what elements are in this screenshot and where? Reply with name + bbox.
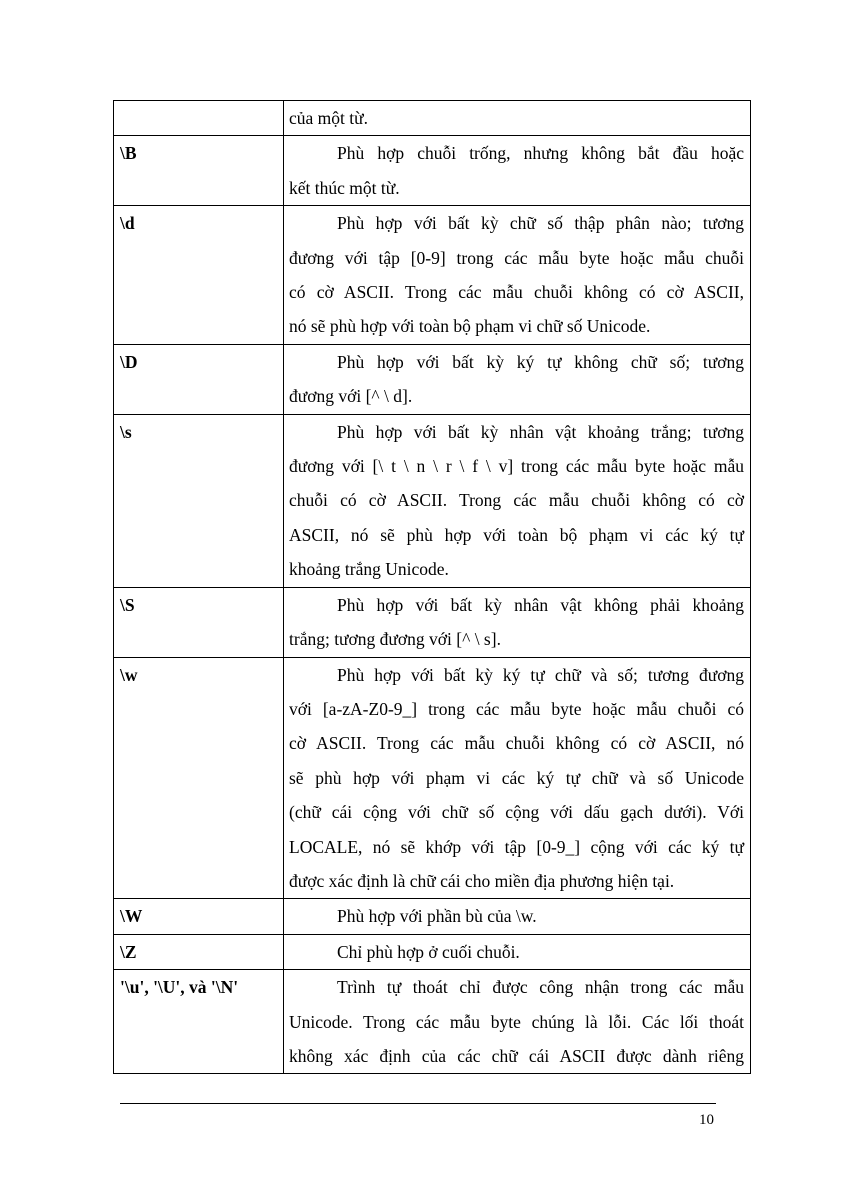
regex-description-cell <box>284 899 751 934</box>
description-line: khoảng trắng Unicode. <box>289 559 449 580</box>
description-line: Trình tự thoát chỉ được công nhận trong các mẫu <box>337 977 744 998</box>
description-line: đương với [^ \ d]. <box>289 386 413 407</box>
description-line: đương với tập [0-9] trong các mẫu byte hoặc mẫu chuỗi <box>289 247 744 268</box>
regex-token: \Z <box>120 941 137 962</box>
description-line: nó sẽ phù hợp với toàn bộ phạm vi chữ số Unicode. <box>289 316 651 337</box>
regex-token-cell <box>114 970 284 1074</box>
table-row <box>114 899 751 934</box>
table-row <box>114 136 751 206</box>
description-line: Phù hợp với bất kỳ chữ số thập phân nào; tương <box>337 213 744 234</box>
description-line: Phù hợp với bất kỳ nhân vật khoảng trắng; tương <box>337 421 744 442</box>
description-line: của một từ. <box>289 108 368 128</box>
description-line: Phù hợp với phần bù của \w. <box>337 906 537 927</box>
regex-token: \S <box>120 594 135 615</box>
regex-description-cell <box>284 970 751 1074</box>
regex-description-cell <box>284 101 751 136</box>
description-line: LOCALE, nó sẽ khớp với tập [0-9_] cộng với các ký tự <box>289 836 744 857</box>
description-line: với [a-zA-Z0-9_] trong các mẫu byte hoặc mẫu chuỗi có <box>289 698 744 719</box>
description-line: Phù hợp chuỗi trống, nhưng không bắt đầu hoặc <box>337 143 744 164</box>
table-row <box>114 414 751 587</box>
regex-table <box>113 100 751 1074</box>
regex-token: \d <box>120 213 135 234</box>
regex-token-cell <box>114 136 284 206</box>
regex-token-cell <box>114 657 284 899</box>
table-row <box>114 934 751 969</box>
regex-description-cell <box>284 587 751 657</box>
description-line: (chữ cái cộng với chữ số cộng với dấu gạch dưới). Với <box>289 802 744 823</box>
description-line: Phù hợp với bất kỳ ký tự không chữ số; tương <box>337 351 744 372</box>
regex-token-cell <box>114 934 284 969</box>
table-row <box>114 344 751 414</box>
table-row <box>114 206 751 345</box>
description-line: được xác định là chữ cái cho miền địa phương hiện tại. <box>289 870 675 891</box>
regex-token-cell <box>114 414 284 587</box>
description-line: kết thúc một từ. <box>289 177 400 198</box>
regex-description-cell <box>284 657 751 899</box>
regex-description-cell <box>284 136 751 206</box>
description-line: có cờ ASCII. Trong các mẫu chuỗi không có cờ ASCII, <box>289 282 744 303</box>
regex-token-cell <box>114 206 284 345</box>
regex-token: \D <box>120 351 138 372</box>
table-row <box>114 101 751 136</box>
regex-table-body <box>114 101 751 1074</box>
table-row <box>114 587 751 657</box>
description-line: không xác định của các chữ cái ASCII được dành riêng <box>289 1045 744 1066</box>
regex-token: \B <box>120 143 137 164</box>
description-line: ASCII, nó sẽ phù hợp với toàn bộ phạm vi các ký tự <box>289 524 744 545</box>
regex-token-cell <box>114 899 284 934</box>
regex-token-cell <box>114 344 284 414</box>
description-line: đương với [\ t \ n \ r \ f \ v] trong các mẫu byte hoặc mẫu <box>289 456 744 477</box>
description-line: Phù hợp với bất kỳ nhân vật không phải khoảng <box>337 594 744 615</box>
description-line: cờ ASCII. Trong các mẫu chuỗi không có cờ ASCII, nó <box>289 733 744 754</box>
description-line: trắng; tương đương với [^ \ s]. <box>289 629 501 650</box>
regex-token-cell <box>114 587 284 657</box>
description-line: chuỗi có cờ ASCII. Trong các mẫu chuỗi không có cờ <box>289 490 744 511</box>
description-line: Phù hợp với bất kỳ ký tự chữ và số; tương đương <box>337 664 744 685</box>
description-line: Unicode. Trong các mẫu byte chúng là lỗi. Các lối thoát <box>289 1011 744 1032</box>
description-line: sẽ phù hợp với phạm vi các ký tự chữ và số Unicode <box>289 767 744 788</box>
regex-token-cell <box>114 101 284 136</box>
regex-token: \s <box>120 421 132 442</box>
description-line: Chỉ phù hợp ở cuối chuỗi. <box>337 941 520 962</box>
regex-token: \w <box>120 664 138 685</box>
regex-description-cell <box>284 206 751 345</box>
footer-rule <box>120 1103 716 1104</box>
table-row <box>114 970 751 1074</box>
regex-token: '\u', '\U', và '\N' <box>120 977 239 998</box>
regex-description-cell <box>284 934 751 969</box>
regex-token: \W <box>120 906 143 927</box>
page-number: 10 <box>699 1112 714 1128</box>
regex-description-cell <box>284 344 751 414</box>
table-row <box>114 657 751 899</box>
regex-description-cell <box>284 414 751 587</box>
